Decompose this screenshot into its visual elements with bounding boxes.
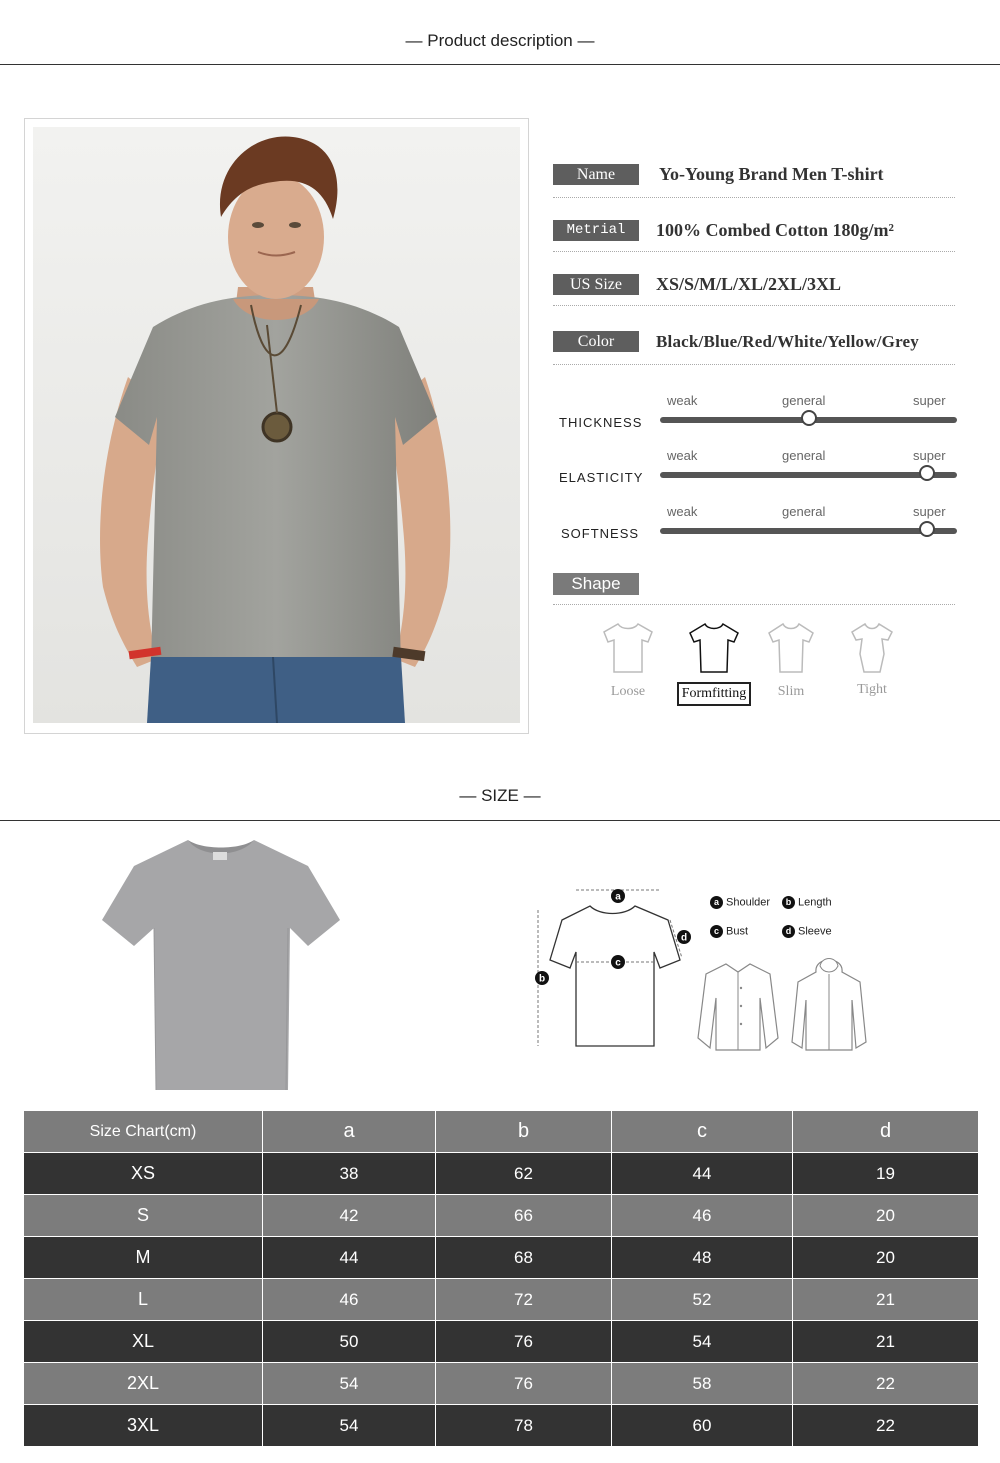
size-chart-table bbox=[24, 1111, 978, 1447]
table-cell-size: 2XL bbox=[24, 1363, 263, 1405]
table-cell: 76 bbox=[436, 1321, 612, 1363]
dotted-divider bbox=[553, 604, 955, 605]
table-cell: 21 bbox=[793, 1279, 978, 1321]
header-divider bbox=[0, 64, 1000, 65]
table-cell: 60 bbox=[612, 1405, 793, 1447]
spec-row-name bbox=[553, 164, 955, 204]
meter-knob bbox=[801, 410, 817, 426]
table-cell-size: L bbox=[24, 1279, 263, 1321]
spec-row-us-size bbox=[553, 274, 955, 314]
spec-label: US Size bbox=[553, 274, 639, 295]
table-cell: 66 bbox=[436, 1195, 612, 1237]
table-cell: 50 bbox=[263, 1321, 436, 1363]
meter-tick-weak: weak bbox=[667, 393, 698, 408]
spec-value: XS/S/M/L/XL/2XL/3XL bbox=[656, 274, 842, 294]
table-cell: 42 bbox=[263, 1195, 436, 1237]
meter-tick-weak: weak bbox=[667, 448, 698, 463]
table-cell: 76 bbox=[436, 1363, 612, 1405]
dotted-divider bbox=[553, 197, 955, 198]
table-cell: 19 bbox=[793, 1153, 978, 1195]
spec-value: 100% Combed Cotton 180g/m² bbox=[656, 220, 894, 240]
spec-row-color bbox=[553, 331, 955, 371]
table-header-cell: b bbox=[436, 1111, 612, 1153]
shape-option-tight[interactable] bbox=[830, 620, 914, 700]
spec-label: Name bbox=[553, 164, 639, 185]
legend-key: c bbox=[710, 925, 723, 938]
spec-label: Color bbox=[553, 331, 639, 352]
table-cell-size: S bbox=[24, 1195, 263, 1237]
shape-name: Tight bbox=[857, 682, 887, 697]
legend-label: Shoulder bbox=[726, 896, 771, 909]
table-cell: 22 bbox=[793, 1363, 978, 1405]
shape-name: Loose bbox=[610, 684, 646, 699]
shape-label: Shape bbox=[553, 573, 639, 595]
table-cell: 68 bbox=[436, 1237, 612, 1279]
table-cell: 46 bbox=[263, 1279, 436, 1321]
legend-shoulder bbox=[710, 896, 770, 909]
svg-text:b: b bbox=[538, 973, 546, 985]
dotted-divider bbox=[553, 364, 955, 365]
table-cell: 20 bbox=[793, 1237, 978, 1279]
legend-bust bbox=[710, 925, 748, 938]
svg-text:d: d bbox=[680, 932, 688, 944]
table-header-cell: c bbox=[612, 1111, 793, 1153]
legend-key: a bbox=[710, 896, 723, 909]
table-cell: 78 bbox=[436, 1405, 612, 1447]
shape-name: Slim bbox=[777, 684, 805, 699]
legend-label: Bust bbox=[726, 925, 749, 938]
legend-label: Sleeve bbox=[798, 925, 832, 938]
size-section-label: SIZE bbox=[481, 786, 519, 805]
meter-tick-super: super bbox=[913, 448, 946, 463]
table-row bbox=[24, 1363, 978, 1405]
hoodie-sketch bbox=[790, 952, 868, 1059]
size-section-title bbox=[0, 786, 1000, 806]
meter-track bbox=[660, 528, 957, 534]
shape-option-slim[interactable] bbox=[749, 620, 833, 702]
shape-option-loose[interactable] bbox=[586, 620, 670, 702]
spec-value: Black/Blue/Red/White/Yellow/Grey bbox=[656, 332, 919, 351]
meter-name: ELASTICITY bbox=[559, 470, 644, 485]
grey-tshirt-photo bbox=[100, 836, 342, 1092]
table-cell: 21 bbox=[793, 1321, 978, 1363]
table-header-row bbox=[24, 1111, 978, 1153]
svg-text:c: c bbox=[615, 957, 621, 969]
title-dash-left: — bbox=[459, 786, 482, 805]
slim-tee-icon bbox=[763, 620, 819, 676]
table-row bbox=[24, 1279, 978, 1321]
table-cell: 54 bbox=[263, 1405, 436, 1447]
meter-track bbox=[660, 472, 957, 478]
title-dash-right: — bbox=[572, 31, 595, 50]
size-divider bbox=[0, 820, 1000, 821]
table-header-cell: a bbox=[263, 1111, 436, 1153]
meter-name: SOFTNESS bbox=[561, 526, 640, 541]
table-cell-size: M bbox=[24, 1237, 263, 1279]
shape-option-formfitting[interactable] bbox=[672, 620, 756, 706]
table-cell-size: 3XL bbox=[24, 1405, 263, 1447]
meter-tick-general: general bbox=[782, 504, 826, 519]
product-description-title bbox=[0, 31, 1000, 51]
meter-tick-general: general bbox=[782, 393, 826, 408]
legend-key: d bbox=[782, 925, 795, 938]
table-cell: 44 bbox=[263, 1237, 436, 1279]
table-cell: 48 bbox=[612, 1237, 793, 1279]
table-cell-size: XL bbox=[24, 1321, 263, 1363]
table-cell: 46 bbox=[612, 1195, 793, 1237]
legend-sleeve bbox=[782, 925, 832, 938]
table-cell: 20 bbox=[793, 1195, 978, 1237]
title-dash-left: — bbox=[405, 31, 428, 50]
meter-tick-weak: weak bbox=[667, 504, 698, 519]
softness-meter bbox=[555, 504, 957, 554]
table-row bbox=[24, 1195, 978, 1237]
table-row bbox=[24, 1405, 978, 1447]
svg-text:a: a bbox=[615, 891, 621, 903]
table-cell: 38 bbox=[263, 1153, 436, 1195]
product-photo-frame bbox=[24, 118, 529, 734]
spec-label: Metrial bbox=[553, 220, 639, 241]
tshirt-measurement-diagram bbox=[530, 880, 710, 1055]
meter-tick-super: super bbox=[913, 504, 946, 519]
table-header-cell: d bbox=[793, 1111, 978, 1153]
table-cell: 58 bbox=[612, 1363, 793, 1405]
meter-tick-super: super bbox=[913, 393, 946, 408]
table-cell: 54 bbox=[263, 1363, 436, 1405]
spec-row-material bbox=[553, 220, 955, 260]
shirt-sketch bbox=[696, 958, 780, 1059]
dotted-divider bbox=[553, 305, 955, 306]
tight-tee-icon bbox=[844, 620, 900, 676]
table-cell-size: XS bbox=[24, 1153, 263, 1195]
table-cell: 44 bbox=[612, 1153, 793, 1195]
table-row bbox=[24, 1153, 978, 1195]
shape-name-selected: Formfitting bbox=[677, 682, 752, 706]
title-dash-right: — bbox=[518, 786, 541, 805]
legend-label: Length bbox=[798, 896, 832, 909]
spec-value: Yo-Young Brand Men T-shirt bbox=[659, 164, 884, 184]
legend-length bbox=[782, 896, 832, 909]
table-row bbox=[24, 1237, 978, 1279]
thickness-meter bbox=[555, 393, 957, 443]
meter-tick-general: general bbox=[782, 448, 826, 463]
meter-knob bbox=[919, 465, 935, 481]
table-cell: 52 bbox=[612, 1279, 793, 1321]
table-row bbox=[24, 1321, 978, 1363]
product-description-label: Product description bbox=[427, 31, 573, 50]
legend-key: b bbox=[782, 896, 795, 909]
table-cell: 62 bbox=[436, 1153, 612, 1195]
model-photo bbox=[33, 127, 520, 723]
elasticity-meter bbox=[555, 448, 957, 498]
meter-name: THICKNESS bbox=[559, 415, 643, 430]
table-cell: 54 bbox=[612, 1321, 793, 1363]
meter-knob bbox=[919, 521, 935, 537]
meter-track bbox=[660, 417, 957, 423]
dotted-divider bbox=[553, 251, 955, 252]
loose-tee-icon bbox=[600, 620, 656, 676]
table-header-cell: Size Chart(cm) bbox=[24, 1111, 263, 1153]
table-cell: 72 bbox=[436, 1279, 612, 1321]
table-cell: 22 bbox=[793, 1405, 978, 1447]
formfitting-tee-icon bbox=[686, 620, 742, 676]
